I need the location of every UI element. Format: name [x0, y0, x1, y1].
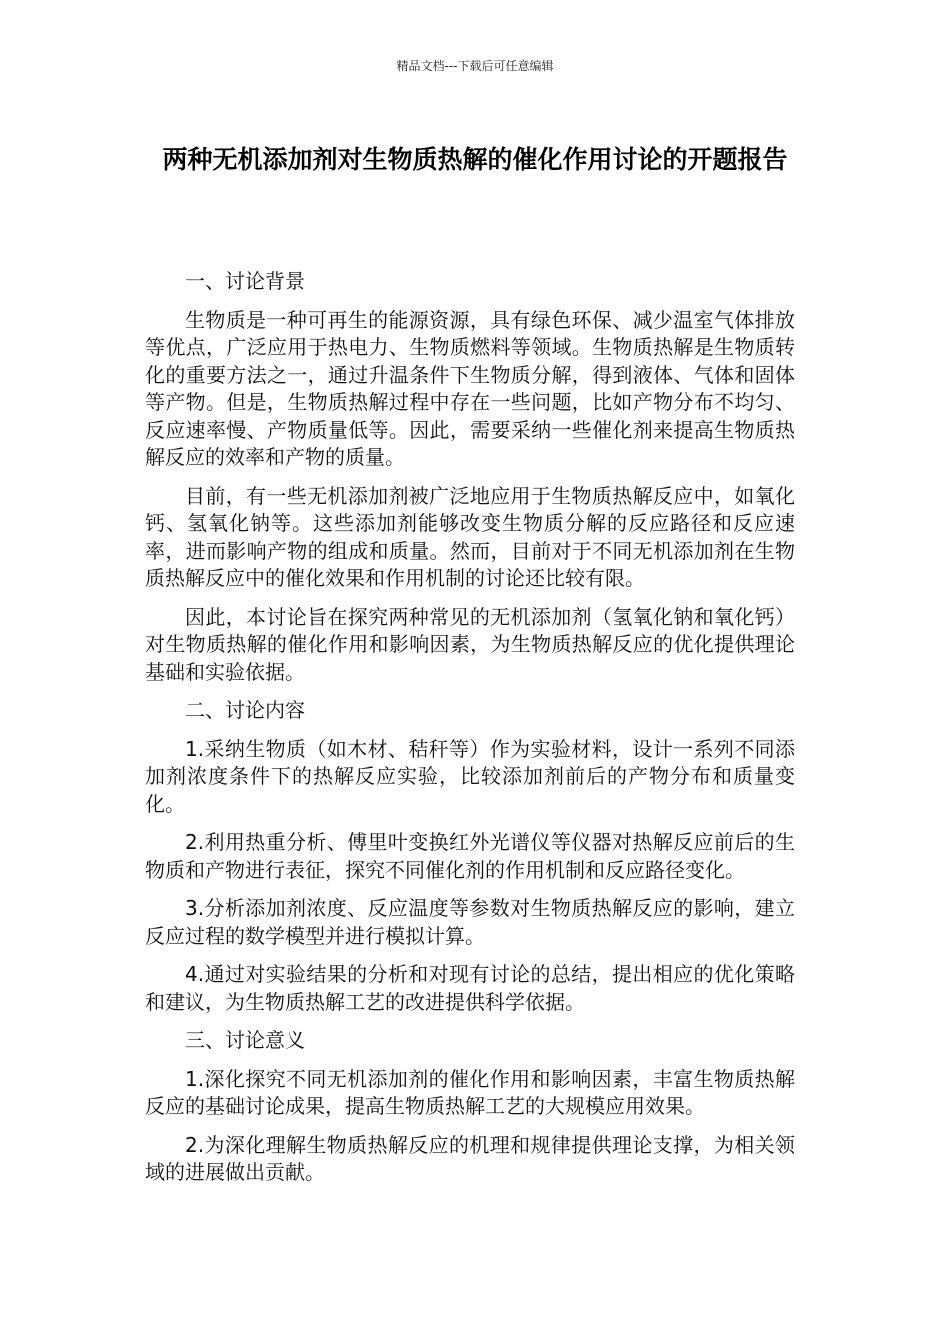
paragraph: 1.深化探究不同无机添加剂的催化作用和影响因素，丰富生物质热解反应的基础讨论成果，提高生物质热解工艺的大规模应用效果。 — [145, 1066, 795, 1118]
paragraph: 目前，有一些无机添加剂被广泛地应用于生物质热解反应中，如氧化钙、氢氧化钠等。这些添加剂能够改变生物质分解的反应路径和反应速率，进而影响产物的组成和质量。然而，目前对于不同无机添加剂在生物质热解反应中的催化效果和作用机制的讨论还比较有限。 — [145, 483, 795, 590]
paragraph: 2.为深化理解生物质热解反应的机理和规律提供理论支撑，为相关领域的进展做出贡献。 — [145, 1132, 795, 1184]
section-heading-significance: 三、讨论意义 — [185, 1028, 305, 1052]
section-heading-background: 一、讨论背景 — [185, 269, 305, 293]
paragraph: 3.分析添加剂浓度、反应温度等参数对生物质热解反应的影响，建立反应过程的数学模型并进行模拟计算。 — [145, 896, 795, 948]
header-note: 精品文档---下载后可任意编辑 — [396, 59, 554, 73]
section-heading-content: 二、讨论内容 — [185, 698, 305, 722]
paragraph: 2.利用热重分析、傅里叶变换红外光谱仪等仪器对热解反应前后的生物质和产物进行表征，探究不同催化剂的作用机制和反应路径变化。 — [145, 830, 795, 882]
paragraph: 1.采纳生物质（如木材、秸秆等）作为实验材料，设计一系列不同添加剂浓度条件下的热解反应实验，比较添加剂前后的产物分布和质量变化。 — [145, 736, 795, 816]
document-title: 两种无机添加剂对生物质热解的催化作用讨论的开题报告 — [162, 145, 788, 174]
paragraph: 因此，本讨论旨在探究两种常见的无机添加剂（氢氧化钠和氧化钙）对生物质热解的催化作用和影响因素，为生物质热解反应的优化提供理论基础和实验依据。 — [145, 604, 795, 684]
document-body — [145, 268, 795, 1198]
paragraph: 4.通过对实验结果的分析和对现有讨论的总结，提出相应的优化策略和建议，为生物质热解工艺的改进提供科学依据。 — [145, 962, 795, 1014]
paragraph: 生物质是一种可再生的能源资源，具有绿色环保、减少温室气体排放等优点，广泛应用于热电力、生物质燃料等领域。生物质热解是生物质转化的重要方法之一，通过升温条件下生物质分解，得到液体、气体和固体等产物。但是，生物质热解过程中存在一些问题，比如产物分布不均匀、反应速率慢、产物质量低等。因此，需要采纳一些催化剂来提高生物质热解反应的效率和产物的质量。 — [145, 307, 795, 469]
